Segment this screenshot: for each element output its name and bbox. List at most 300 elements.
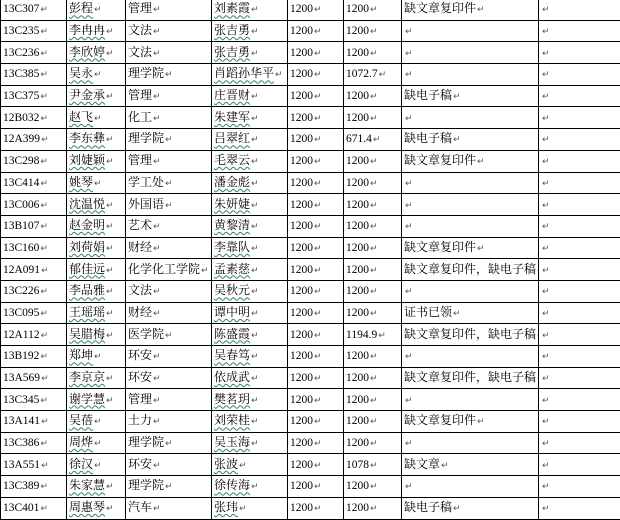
cell-amount-b bbox=[344, 42, 402, 64]
paragraph-mark-icon: ↵ bbox=[370, 27, 378, 38]
cell-note-text: 证书已领 bbox=[404, 304, 453, 319]
table-row bbox=[1, 42, 620, 64]
cell-student-id bbox=[1, 259, 67, 281]
cell-student-name bbox=[67, 324, 126, 346]
cell-extra bbox=[539, 150, 620, 172]
cell-student-name bbox=[67, 85, 126, 107]
cell-note bbox=[402, 346, 539, 368]
paragraph-mark-icon: ↵ bbox=[314, 460, 322, 471]
cell-note bbox=[402, 302, 539, 324]
cell-amount-a bbox=[288, 302, 344, 324]
paragraph-mark-icon: ↵ bbox=[542, 200, 550, 211]
cell-amount-b bbox=[344, 129, 402, 151]
paragraph-mark-icon: ↵ bbox=[153, 308, 161, 319]
paragraph-mark-icon: ↵ bbox=[165, 178, 173, 189]
paragraph-mark-icon: ↵ bbox=[542, 308, 550, 319]
paragraph-mark-icon: ↵ bbox=[153, 395, 161, 406]
cell-extra bbox=[539, 280, 620, 302]
cell-student-name-text: 周惠琴 bbox=[69, 500, 106, 515]
cell-department-text: 文法 bbox=[128, 283, 153, 298]
paragraph-mark-icon: ↵ bbox=[40, 352, 48, 363]
cell-amount-a bbox=[288, 346, 344, 368]
table-row bbox=[1, 302, 620, 324]
cell-extra bbox=[539, 237, 620, 259]
cell-department bbox=[126, 497, 212, 519]
cell-note bbox=[402, 497, 539, 519]
cell-department bbox=[126, 280, 212, 302]
cell-department-text: 文法 bbox=[128, 23, 153, 38]
paragraph-mark-icon: ↵ bbox=[542, 222, 550, 233]
cell-amount-a bbox=[288, 259, 344, 281]
cell-student-id bbox=[1, 172, 67, 194]
cell-note-text: 缺电子稿 bbox=[404, 88, 453, 103]
paragraph-mark-icon: ↵ bbox=[40, 70, 48, 81]
paragraph-mark-icon: ↵ bbox=[251, 330, 259, 341]
cell-department bbox=[126, 215, 212, 237]
cell-amount-a-text: 1200 bbox=[290, 328, 313, 341]
cell-amount-a-text: 1200 bbox=[290, 133, 313, 146]
cell-amount-a bbox=[288, 42, 344, 64]
cell-student-id bbox=[1, 237, 67, 259]
paragraph-mark-icon: ↵ bbox=[106, 265, 114, 276]
paragraph-mark-icon: ↵ bbox=[405, 395, 413, 406]
cell-department-text: 管理 bbox=[128, 153, 153, 168]
cell-advisor-text: 依成武 bbox=[214, 370, 251, 385]
cell-department bbox=[126, 64, 212, 86]
cell-note bbox=[402, 194, 539, 216]
cell-student-name-text: 李冉冉 bbox=[69, 23, 106, 38]
paragraph-mark-icon: ↵ bbox=[477, 417, 485, 428]
table-row bbox=[1, 150, 620, 172]
cell-advisor bbox=[212, 85, 288, 107]
cell-department bbox=[126, 476, 212, 498]
paragraph-mark-icon: ↵ bbox=[314, 395, 322, 406]
paragraph-mark-icon: ↵ bbox=[40, 27, 48, 38]
cell-department bbox=[126, 85, 212, 107]
table-row bbox=[1, 0, 620, 20]
paragraph-mark-icon: ↵ bbox=[370, 92, 378, 103]
cell-amount-b bbox=[344, 64, 402, 86]
cell-amount-a bbox=[288, 432, 344, 454]
paragraph-mark-icon: ↵ bbox=[370, 157, 378, 168]
paragraph-mark-icon: ↵ bbox=[94, 5, 102, 16]
cell-student-id bbox=[1, 367, 67, 389]
cell-amount-b-text: 1200 bbox=[346, 415, 369, 428]
cell-amount-a-text: 1200 bbox=[290, 415, 313, 428]
cell-department-text: 学工处 bbox=[128, 174, 165, 189]
paragraph-mark-icon: ↵ bbox=[251, 352, 259, 363]
cell-extra bbox=[539, 20, 620, 42]
paragraph-mark-icon: ↵ bbox=[153, 222, 161, 233]
cell-student-id-text: 12A112 bbox=[3, 328, 40, 341]
cell-amount-b bbox=[344, 497, 402, 519]
paragraph-mark-icon: ↵ bbox=[106, 27, 114, 38]
cell-amount-b-text: 1200 bbox=[346, 285, 369, 298]
cell-amount-a-text: 1200 bbox=[290, 285, 313, 298]
paragraph-mark-icon: ↵ bbox=[106, 482, 114, 493]
cell-department bbox=[126, 42, 212, 64]
cell-student-id bbox=[1, 411, 67, 433]
cell-amount-a-text: 1200 bbox=[290, 241, 313, 254]
paragraph-mark-icon: ↵ bbox=[106, 330, 114, 341]
cell-note-text: 缺电子稿 bbox=[404, 500, 453, 515]
cell-student-name bbox=[67, 432, 126, 454]
cell-advisor bbox=[212, 0, 288, 20]
cell-advisor bbox=[212, 367, 288, 389]
cell-extra bbox=[539, 411, 620, 433]
cell-student-id-text: 13C375 bbox=[3, 90, 40, 103]
cell-amount-b bbox=[344, 454, 402, 476]
cell-student-id bbox=[1, 432, 67, 454]
paragraph-mark-icon: ↵ bbox=[106, 48, 114, 59]
paragraph-mark-icon: ↵ bbox=[314, 374, 322, 385]
cell-extra bbox=[539, 324, 620, 346]
cell-amount-b-text: 1200 bbox=[346, 220, 369, 233]
cell-student-id-text: 13C386 bbox=[3, 437, 40, 450]
cell-note bbox=[402, 129, 539, 151]
paragraph-mark-icon: ↵ bbox=[251, 308, 259, 319]
cell-amount-a bbox=[288, 497, 344, 519]
paragraph-mark-icon: ↵ bbox=[251, 113, 259, 124]
table-row bbox=[1, 389, 620, 411]
paragraph-mark-icon: ↵ bbox=[453, 308, 461, 319]
cell-amount-a bbox=[288, 454, 344, 476]
cell-note bbox=[402, 150, 539, 172]
paragraph-mark-icon: ↵ bbox=[40, 504, 48, 515]
cell-student-name-text: 周烨 bbox=[69, 435, 94, 450]
cell-advisor-text: 吴秋元 bbox=[214, 283, 251, 298]
cell-student-id bbox=[1, 389, 67, 411]
cell-amount-a bbox=[288, 150, 344, 172]
cell-note bbox=[402, 64, 539, 86]
paragraph-mark-icon: ↵ bbox=[41, 135, 49, 146]
cell-student-id-text: 12A091 bbox=[3, 263, 41, 276]
paragraph-mark-icon: ↵ bbox=[405, 222, 413, 233]
paragraph-mark-icon: ↵ bbox=[314, 27, 322, 38]
paragraph-mark-icon: ↵ bbox=[94, 70, 102, 81]
paragraph-mark-icon: ↵ bbox=[153, 374, 161, 385]
cell-student-name-text: 徐汉 bbox=[69, 456, 94, 471]
cell-advisor bbox=[212, 237, 288, 259]
cell-department-text: 环安 bbox=[128, 348, 153, 363]
cell-advisor bbox=[212, 432, 288, 454]
cell-amount-b-text: 1200 bbox=[346, 393, 369, 406]
cell-amount-b bbox=[344, 324, 402, 346]
cell-amount-b bbox=[344, 259, 402, 281]
cell-advisor-text: 吕翠红 bbox=[214, 131, 251, 146]
paragraph-mark-icon: ↵ bbox=[106, 504, 114, 515]
paragraph-mark-icon: ↵ bbox=[40, 243, 48, 254]
cell-amount-b-text: 1200 bbox=[346, 46, 369, 59]
cell-amount-b bbox=[344, 302, 402, 324]
cell-amount-b-text: 1200 bbox=[346, 25, 369, 38]
paragraph-mark-icon: ↵ bbox=[405, 439, 413, 450]
cell-advisor bbox=[212, 259, 288, 281]
cell-student-id-text: 13C389 bbox=[3, 480, 40, 493]
paragraph-mark-icon: ↵ bbox=[542, 439, 550, 450]
paragraph-mark-icon: ↵ bbox=[153, 352, 161, 363]
cell-student-id-text: 12A399 bbox=[3, 133, 41, 146]
cell-note bbox=[402, 454, 539, 476]
cell-advisor-text: 李靠队 bbox=[214, 239, 251, 254]
cell-amount-a bbox=[288, 324, 344, 346]
cell-advisor-text: 肖蹈孙华平 bbox=[214, 66, 275, 81]
paragraph-mark-icon: ↵ bbox=[40, 482, 48, 493]
paragraph-mark-icon: ↵ bbox=[106, 395, 114, 406]
cell-department-text: 化工 bbox=[128, 109, 153, 124]
paragraph-mark-icon: ↵ bbox=[542, 374, 550, 385]
paragraph-mark-icon: ↵ bbox=[153, 504, 161, 515]
cell-student-id bbox=[1, 324, 67, 346]
paragraph-mark-icon: ↵ bbox=[251, 417, 259, 428]
cell-extra bbox=[539, 129, 620, 151]
cell-department-text: 艺术 bbox=[128, 218, 153, 233]
cell-amount-b bbox=[344, 476, 402, 498]
cell-department bbox=[126, 129, 212, 151]
cell-student-id-text: 13C345 bbox=[3, 393, 40, 406]
paragraph-mark-icon: ↵ bbox=[153, 48, 161, 59]
cell-student-name bbox=[67, 389, 126, 411]
cell-advisor bbox=[212, 42, 288, 64]
paragraph-mark-icon: ↵ bbox=[314, 157, 322, 168]
cell-amount-b-text: 1072.7 bbox=[346, 68, 378, 81]
paragraph-mark-icon: ↵ bbox=[314, 504, 322, 515]
paragraph-mark-icon: ↵ bbox=[106, 222, 114, 233]
cell-extra bbox=[539, 42, 620, 64]
cell-student-id-text: 13C236 bbox=[3, 46, 40, 59]
paragraph-mark-icon: ↵ bbox=[251, 92, 259, 103]
cell-amount-a-text: 1200 bbox=[290, 480, 313, 493]
cell-amount-b-text: 1200 bbox=[346, 372, 369, 385]
paragraph-mark-icon: ↵ bbox=[542, 287, 550, 298]
cell-advisor-text: 徐传海 bbox=[214, 478, 251, 493]
cell-amount-b bbox=[344, 194, 402, 216]
paragraph-mark-icon: ↵ bbox=[94, 352, 102, 363]
cell-advisor bbox=[212, 194, 288, 216]
cell-student-name-text: 李京京 bbox=[69, 370, 106, 385]
cell-student-name bbox=[67, 129, 126, 151]
cell-student-name-text: 李欣婷 bbox=[69, 44, 106, 59]
cell-amount-b-text: 1200 bbox=[346, 198, 369, 211]
table-row bbox=[1, 324, 620, 346]
cell-student-id bbox=[1, 476, 67, 498]
paragraph-mark-icon: ↵ bbox=[314, 439, 322, 450]
table-row bbox=[1, 107, 620, 129]
cell-note bbox=[402, 411, 539, 433]
cell-note bbox=[402, 237, 539, 259]
table-row bbox=[1, 215, 620, 237]
cell-note bbox=[402, 215, 539, 237]
cell-note bbox=[402, 0, 539, 20]
cell-student-name bbox=[67, 64, 126, 86]
cell-amount-a bbox=[288, 215, 344, 237]
cell-advisor-text: 刘素霞 bbox=[214, 1, 251, 16]
cell-advisor-text: 吴春笃 bbox=[214, 348, 251, 363]
paragraph-mark-icon: ↵ bbox=[542, 178, 550, 189]
paragraph-mark-icon: ↵ bbox=[201, 265, 209, 276]
cell-student-name-text: 沈温悦 bbox=[69, 196, 106, 211]
paragraph-mark-icon: ↵ bbox=[314, 330, 322, 341]
cell-extra bbox=[539, 497, 620, 519]
cell-student-name bbox=[67, 302, 126, 324]
cell-amount-b-text: 1194.9 bbox=[346, 328, 378, 341]
cell-advisor-text: 张波 bbox=[214, 456, 239, 471]
cell-department-text: 环安 bbox=[128, 370, 153, 385]
paragraph-mark-icon: ↵ bbox=[405, 113, 413, 124]
cell-department bbox=[126, 150, 212, 172]
paragraph-mark-icon: ↵ bbox=[477, 157, 485, 168]
paragraph-mark-icon: ↵ bbox=[251, 5, 259, 16]
cell-amount-b bbox=[344, 432, 402, 454]
cell-advisor bbox=[212, 280, 288, 302]
paragraph-mark-icon: ↵ bbox=[106, 243, 114, 254]
cell-student-id bbox=[1, 280, 67, 302]
cell-department bbox=[126, 0, 212, 20]
cell-extra bbox=[539, 259, 620, 281]
cell-department bbox=[126, 454, 212, 476]
cell-amount-b-text: 1200 bbox=[346, 111, 369, 124]
cell-advisor bbox=[212, 346, 288, 368]
cell-amount-a bbox=[288, 389, 344, 411]
cell-amount-a-text: 1200 bbox=[290, 198, 313, 211]
cell-amount-a-text: 1200 bbox=[290, 90, 313, 103]
paragraph-mark-icon: ↵ bbox=[542, 482, 550, 493]
cell-department bbox=[126, 194, 212, 216]
cell-amount-a bbox=[288, 85, 344, 107]
paragraph-mark-icon: ↵ bbox=[153, 417, 161, 428]
cell-student-id bbox=[1, 42, 67, 64]
cell-student-name bbox=[67, 215, 126, 237]
cell-extra bbox=[539, 302, 620, 324]
paragraph-mark-icon: ↵ bbox=[94, 460, 102, 471]
cell-advisor bbox=[212, 411, 288, 433]
cell-student-id-text: 13A569 bbox=[3, 372, 41, 385]
cell-advisor-text: 张玮 bbox=[214, 500, 239, 515]
paragraph-mark-icon: ↵ bbox=[314, 178, 322, 189]
paragraph-mark-icon: ↵ bbox=[251, 135, 259, 146]
paragraph-mark-icon: ↵ bbox=[542, 330, 550, 341]
cell-student-name bbox=[67, 42, 126, 64]
paragraph-mark-icon: ↵ bbox=[542, 395, 550, 406]
cell-student-name-text: 王瑶瑶 bbox=[69, 304, 106, 319]
cell-advisor-text: 朱建军 bbox=[214, 109, 251, 124]
paragraph-mark-icon: ↵ bbox=[370, 243, 378, 254]
cell-amount-b-text: 1200 bbox=[346, 155, 369, 168]
table-row bbox=[1, 497, 620, 519]
cell-department bbox=[126, 389, 212, 411]
paragraph-mark-icon: ↵ bbox=[542, 48, 550, 59]
table-row bbox=[1, 476, 620, 498]
cell-amount-b-text: 1200 bbox=[346, 263, 369, 276]
cell-advisor-text: 潘金彪 bbox=[214, 174, 251, 189]
paragraph-mark-icon: ↵ bbox=[542, 417, 550, 428]
cell-extra bbox=[539, 64, 620, 86]
paragraph-mark-icon: ↵ bbox=[251, 27, 259, 38]
paragraph-mark-icon: ↵ bbox=[314, 417, 322, 428]
cell-student-id bbox=[1, 150, 67, 172]
table-row bbox=[1, 172, 620, 194]
cell-note-text: 缺文章复印件，缺电子稿 bbox=[404, 370, 537, 385]
table-row bbox=[1, 454, 620, 476]
cell-department-text: 管理 bbox=[128, 1, 153, 16]
paragraph-mark-icon: ↵ bbox=[542, 70, 550, 81]
paragraph-mark-icon: ↵ bbox=[370, 374, 378, 385]
paragraph-mark-icon: ↵ bbox=[153, 460, 161, 471]
paragraph-mark-icon: ↵ bbox=[165, 200, 173, 211]
cell-extra bbox=[539, 476, 620, 498]
cell-student-name-text: 尹金承 bbox=[69, 88, 106, 103]
cell-amount-a bbox=[288, 129, 344, 151]
cell-student-id bbox=[1, 497, 67, 519]
paragraph-mark-icon: ↵ bbox=[542, 135, 550, 146]
cell-note bbox=[402, 20, 539, 42]
cell-student-name bbox=[67, 367, 126, 389]
paragraph-mark-icon: ↵ bbox=[251, 200, 259, 211]
cell-advisor bbox=[212, 215, 288, 237]
cell-student-name bbox=[67, 280, 126, 302]
cell-extra bbox=[539, 0, 620, 20]
cell-advisor bbox=[212, 64, 288, 86]
cell-amount-b-text: 1200 bbox=[346, 350, 369, 363]
paragraph-mark-icon: ↵ bbox=[40, 439, 48, 450]
paragraph-mark-icon: ↵ bbox=[251, 395, 259, 406]
cell-student-id bbox=[1, 129, 67, 151]
paragraph-mark-icon: ↵ bbox=[372, 135, 381, 146]
paragraph-mark-icon: ↵ bbox=[165, 70, 173, 81]
cell-amount-b bbox=[344, 280, 402, 302]
cell-amount-b bbox=[344, 367, 402, 389]
cell-student-id-text: 13C401 bbox=[3, 502, 40, 515]
paragraph-mark-icon: ↵ bbox=[314, 5, 322, 16]
cell-amount-a-text: 1200 bbox=[290, 393, 313, 406]
cell-department-text: 理学院 bbox=[128, 131, 165, 146]
cell-department-text: 理学院 bbox=[128, 66, 165, 81]
paragraph-mark-icon: ↵ bbox=[314, 70, 322, 81]
cell-extra bbox=[539, 107, 620, 129]
cell-amount-b-text: 1200 bbox=[346, 502, 369, 515]
paragraph-mark-icon: ↵ bbox=[106, 374, 114, 385]
table-row bbox=[1, 64, 620, 86]
paragraph-mark-icon: ↵ bbox=[314, 352, 322, 363]
paragraph-mark-icon: ↵ bbox=[542, 5, 550, 16]
paragraph-mark-icon: ↵ bbox=[370, 265, 378, 276]
cell-note-text: 缺电子稿 bbox=[404, 131, 453, 146]
paragraph-mark-icon: ↵ bbox=[453, 92, 461, 103]
paragraph-mark-icon: ↵ bbox=[40, 308, 48, 319]
cell-student-id bbox=[1, 0, 67, 20]
paragraph-mark-icon: ↵ bbox=[40, 222, 48, 233]
paragraph-mark-icon: ↵ bbox=[378, 330, 386, 341]
cell-student-id-text: 13A141 bbox=[3, 415, 41, 428]
cell-extra bbox=[539, 215, 620, 237]
cell-department-text: 环安 bbox=[128, 456, 153, 471]
paragraph-mark-icon: ↵ bbox=[94, 417, 102, 428]
cell-amount-a-text: 1200 bbox=[290, 176, 313, 189]
cell-amount-a-text: 1200 bbox=[290, 111, 313, 124]
table-row bbox=[1, 346, 620, 368]
cell-amount-a-text: 1200 bbox=[290, 502, 313, 515]
cell-note bbox=[402, 432, 539, 454]
cell-student-id-text: 12B032 bbox=[3, 111, 40, 124]
paragraph-mark-icon: ↵ bbox=[405, 287, 413, 298]
paragraph-mark-icon: ↵ bbox=[251, 178, 259, 189]
cell-extra bbox=[539, 389, 620, 411]
cell-department-text: 外国语 bbox=[128, 196, 165, 211]
paragraph-mark-icon: ↵ bbox=[405, 178, 413, 189]
paragraph-mark-icon: ↵ bbox=[314, 92, 322, 103]
cell-student-name bbox=[67, 20, 126, 42]
cell-note-text: 缺文章复印件 bbox=[404, 153, 477, 168]
